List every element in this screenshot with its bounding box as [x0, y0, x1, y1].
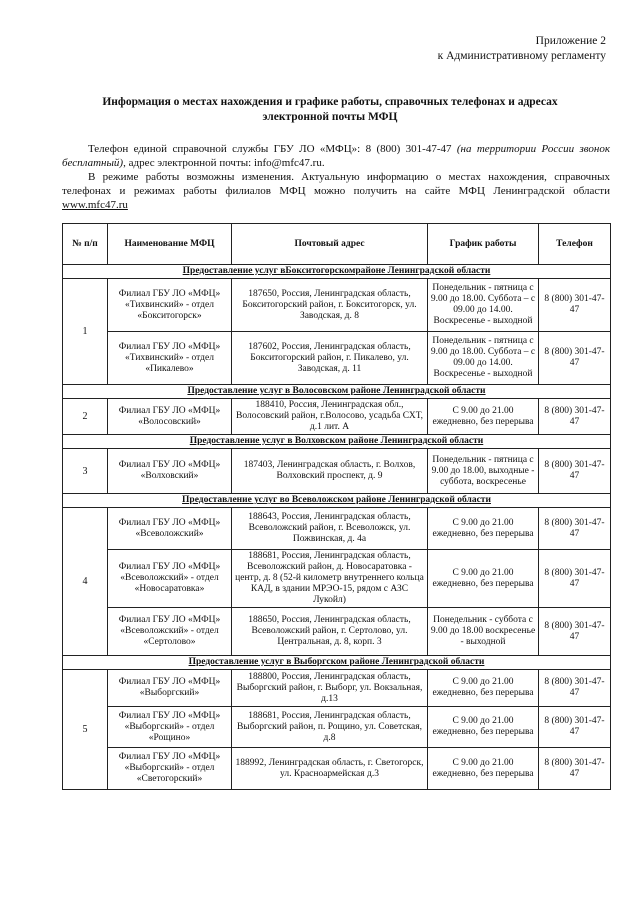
- cell-address: 188643, Россия, Ленинградская область, Всеволожский район, г. Всеволожск, ул. Пожвинская, д. 4а: [232, 508, 428, 550]
- section-title: Предоставление услуг в Волосовском районе Ленинградской области: [63, 385, 611, 399]
- section-row: [63, 265, 611, 279]
- cell-name: Филиал ГБУ ЛО «МФЦ» «Всеволожский»: [108, 508, 232, 550]
- mfc-table: [62, 223, 611, 790]
- phone-text: Телефон единой справочной службы ГБУ ЛО «МФЦ»: 8 (800) 301-47-47: [88, 143, 452, 155]
- section-row: [63, 494, 611, 508]
- cell-schedule: Понедельник - пятница с 9.00 до 18.00, выходные - суббота, воскресенье: [428, 449, 539, 494]
- cell-schedule: Понедельник - суббота с 9.00 до 18.00 воскресенье - выходной: [428, 608, 539, 656]
- phone-note: (на территории России звонок бесплатный): [62, 143, 610, 169]
- row-num: 4: [63, 508, 108, 656]
- cell-address: 187602, Россия, Ленинградская область, Бокситогорский район, г. Пикалево, ул. Заводская, д. 11: [232, 332, 428, 385]
- document-title: Информация о местах нахождения и графике работы, справочных телефонах и адресах электронной почты МФЦ: [102, 96, 558, 123]
- cell-schedule: Понедельник - пятница с 9.00 до 18.00. Суббота – с 09.00 до 14.00. Воскресенье - выходной: [428, 332, 539, 385]
- section-title: Предоставление услуг в Выборгском районе Ленинградской области: [63, 656, 611, 670]
- cell-address: 188681, Россия, Ленинградская область, Выборгский район, п. Рощино, ул. Советская, д.8: [232, 707, 428, 748]
- appendix-line-2: к Административному регламенту: [437, 50, 606, 62]
- cell-address: 188992, Ленинградская область, г. Светогорск, ул. Красноармейская д.3: [232, 748, 428, 790]
- row-num: 3: [63, 449, 108, 494]
- cell-address: 187403, Ленинградская область, г. Волхов, Волховский проспект, д. 9: [232, 449, 428, 494]
- section-title: Предоставление услуг вБокситогорскомрайоне Ленинградской области: [63, 265, 611, 279]
- cell-name: Филиал ГБУ ЛО «МФЦ» «Всеволожский» - отдел «Сертолово»: [108, 608, 232, 656]
- table-header-row: [63, 224, 611, 265]
- cell-schedule: Понедельник - пятница с 9.00 до 18.00. Суббота – с 09.00 до 14.00. Воскресенье - выходной: [428, 279, 539, 332]
- header-name: Наименование МФЦ: [108, 224, 232, 265]
- cell-name: Филиал ГБУ ЛО «МФЦ» «Тихвинский» - отдел «Бокситогорск»: [108, 279, 232, 332]
- section-title: Предоставление услуг в Волховском районе Ленинградской области: [63, 435, 611, 449]
- cell-address: 188681, Россия, Ленинградская область, Всеволожский район, д. Новосаратовка - центр, д. 8 (52-й километр внутреннего кольца КАД, в здании МРЭО-15, рядом с АЗС Лукойл): [232, 550, 428, 608]
- cell-schedule: С 9.00 до 21.00 ежедневно, без перерыва: [428, 508, 539, 550]
- cell-schedule: С 9.00 до 21.00 ежедневно, без перерыва: [428, 550, 539, 608]
- cell-phone: 8 (800) 301-47-47: [539, 550, 611, 608]
- cell-schedule: С 9.00 до 21.00 ежедневно, без перерыва: [428, 670, 539, 707]
- cell-schedule: С 9.00 до 21.00 ежедневно, без перерыва: [428, 748, 539, 790]
- cell-phone: 8 (800) 301-47-47: [539, 279, 611, 332]
- appendix-line-1: Приложение 2: [535, 35, 606, 47]
- table-row: [63, 707, 611, 748]
- cell-phone: 8 (800) 301-47-47: [539, 707, 611, 748]
- cell-address: 188410, Россия, Ленинградская обл., Волосовский район, г.Волосово, усадьба СХТ, д.1 лит. А: [232, 399, 428, 435]
- row-num: 5: [63, 670, 108, 790]
- cell-schedule: С 9.00 до 21.00 ежедневно, без перерыва: [428, 707, 539, 748]
- cell-address: 187650, Россия, Ленинградская область, Бокситогорский район, г. Бокситогорск, ул. Заводская, д. 8: [232, 279, 428, 332]
- website-link[interactable]: www.mfc47.ru: [62, 199, 128, 211]
- cell-phone: 8 (800) 301-47-47: [539, 508, 611, 550]
- table-row: [63, 550, 611, 608]
- cell-phone: 8 (800) 301-47-47: [539, 670, 611, 707]
- table-row: [63, 670, 611, 707]
- cell-schedule: С 9.00 до 21.00 ежедневно, без перерыва: [428, 399, 539, 435]
- intro-paragraph-changes: [62, 170, 610, 212]
- cell-phone: 8 (800) 301-47-47: [539, 608, 611, 656]
- cell-address: 188650, Россия, Ленинградская область, Всеволожский район, г. Сертолово, ул. Центральная, д. 8, корп. 3: [232, 608, 428, 656]
- row-num: 1: [63, 279, 108, 385]
- table-row: [63, 279, 611, 332]
- cell-phone: 8 (800) 301-47-47: [539, 399, 611, 435]
- changes-text: В режиме работы возможны изменения. Актуальную информацию о местах нахождения, справочных телефонах и режимах работы филиалов МФЦ можно получить на сайте МФЦ Ленинградской области: [62, 171, 610, 197]
- header-phone: Телефон: [539, 224, 611, 265]
- section-title: Предоставление услуг во Всеволожском районе Ленинградской области: [63, 494, 611, 508]
- cell-name: Филиал ГБУ ЛО «МФЦ» «Тихвинский» - отдел «Пикалево»: [108, 332, 232, 385]
- row-num: 2: [63, 399, 108, 435]
- cell-phone: 8 (800) 301-47-47: [539, 748, 611, 790]
- cell-name: Филиал ГБУ ЛО «МФЦ» «Волосовский»: [108, 399, 232, 435]
- intro-paragraph-phone: [62, 142, 610, 170]
- section-row: [63, 656, 611, 670]
- cell-name: Филиал ГБУ ЛО «МФЦ» «Выборгский» - отдел «Рощино»: [108, 707, 232, 748]
- cell-name: Филиал ГБУ ЛО «МФЦ» «Всеволожский» - отдел «Новосаратовка»: [108, 550, 232, 608]
- table-row: [63, 608, 611, 656]
- section-row: [63, 385, 611, 399]
- cell-phone: 8 (800) 301-47-47: [539, 449, 611, 494]
- table-row: [63, 332, 611, 385]
- header-schedule: График работы: [428, 224, 539, 265]
- section-row: [63, 435, 611, 449]
- header-num: № п/п: [63, 224, 108, 265]
- header-address: Почтовый адрес: [232, 224, 428, 265]
- cell-address: 188800, Россия, Ленинградская область, Выборгский район, г. Выборг, ул. Вокзальная, д.13: [232, 670, 428, 707]
- table-row: [63, 748, 611, 790]
- appendix-header: [438, 34, 606, 64]
- email-text: , адрес электронной почты: info@mfc47.ru.: [123, 157, 325, 169]
- table-row: [63, 399, 611, 435]
- cell-name: Филиал ГБУ ЛО «МФЦ» «Волховский»: [108, 449, 232, 494]
- cell-name: Филиал ГБУ ЛО «МФЦ» «Выборгский» - отдел «Светогорский»: [108, 748, 232, 790]
- cell-name: Филиал ГБУ ЛО «МФЦ» «Выборгский»: [108, 670, 232, 707]
- table-row: [63, 449, 611, 494]
- cell-phone: 8 (800) 301-47-47: [539, 332, 611, 385]
- table-row: [63, 508, 611, 550]
